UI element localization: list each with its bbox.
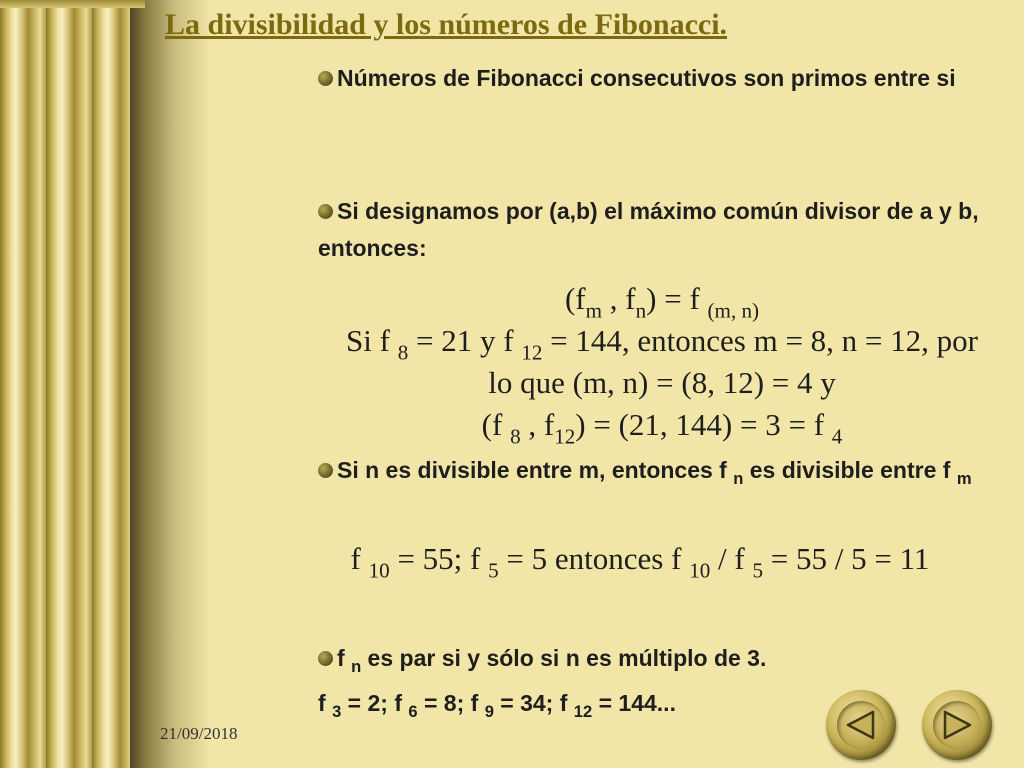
decorative-shadow [130, 0, 210, 768]
formula-text: = 55; f [389, 541, 481, 576]
bullet-text: f [337, 645, 345, 671]
subscript: 5 [488, 558, 499, 583]
subscript: 10 [368, 558, 390, 583]
bullet-consecutive-coprime [318, 60, 1008, 97]
previous-slide-button[interactable] [826, 690, 896, 760]
bullet-text: = 2; f [341, 689, 402, 716]
bullet-text: Números de Fibonacci consecutivos son primos entre si [337, 65, 956, 91]
formula-divisibility-example [300, 538, 980, 591]
bullet-text: Si designamos por (a,b) el máximo común divisor de a y b, entonces: [318, 198, 979, 261]
bullet-divisibility [318, 452, 1008, 497]
formula-text: / f [710, 541, 745, 576]
decorative-column [0, 0, 130, 768]
formula-text: , f [520, 407, 555, 442]
bullet-icon [318, 651, 333, 666]
subscript: 10 [689, 558, 711, 583]
formula-text: = 21 y f [408, 323, 514, 358]
subscript: 8 [397, 340, 409, 365]
subscript: 8 [510, 424, 521, 449]
subscript: 12 [554, 424, 576, 449]
subscript: n [733, 468, 744, 488]
slide-title: La divisibilidad y los números de Fibonacci. [165, 8, 728, 41]
bullet-text: = 8; f [417, 689, 479, 716]
bullet-even-rule [318, 640, 1008, 730]
bullet-text: = 34; f [493, 689, 568, 716]
bullet-text: es divisible entre f [743, 457, 951, 483]
formula-text: ) = f [646, 281, 700, 316]
bullet-icon [318, 71, 333, 86]
subscript: 4 [831, 424, 843, 449]
subscript: 6 [408, 701, 418, 721]
formula-text: = 5 entonces f [498, 541, 682, 576]
triangle-left-icon [826, 690, 896, 760]
bullet-text: = 144... [592, 689, 676, 716]
bullet-gcd-definition [318, 193, 1008, 267]
formula-text: , f [602, 281, 636, 316]
subscript: m [956, 468, 972, 488]
formula-text: f [350, 541, 361, 576]
bullet-text: es par si y sólo si n es múltiplo de 3. [361, 645, 767, 671]
footer-date: 21/09/2018 [160, 724, 238, 743]
subscript: 3 [332, 701, 342, 721]
subscript: 9 [484, 701, 494, 721]
subscript: 12 [521, 340, 543, 365]
subscript: m [585, 298, 603, 323]
subscript: n [635, 298, 647, 323]
formula-example-line2: lo que (m, n) = (8, 12) = 4 y [488, 365, 836, 400]
subscript: n [351, 656, 362, 676]
subscript: 5 [752, 558, 763, 583]
formula-text: (f [564, 281, 586, 316]
formula-text: ) = (21, 144) = 3 = f [575, 407, 825, 442]
formula-text: = 55 / 5 = 11 [763, 541, 930, 576]
bullet-text: f [318, 689, 326, 716]
formula-text: (f [481, 407, 503, 442]
bullet-text: Si n es divisible entre m, entonces f [337, 457, 727, 483]
subscript: 12 [573, 701, 593, 721]
next-slide-button[interactable] [922, 690, 992, 760]
formula-example-line3 [300, 404, 1024, 457]
decorative-top-frame [0, 0, 145, 8]
bullet-icon [318, 204, 333, 219]
triangle-right-icon [922, 690, 992, 760]
formula-text: = 144, entonces m = 8, n = 12, por [542, 323, 978, 358]
bullet-icon [318, 463, 333, 478]
formula-text: Si f [346, 323, 390, 358]
subscript: (m, n) [707, 298, 760, 323]
